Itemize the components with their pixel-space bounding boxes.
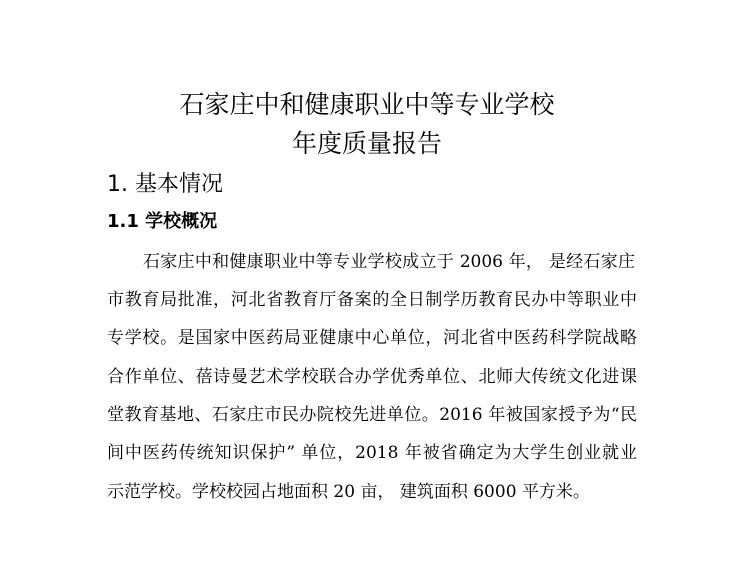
paragraph-line: 间中医药传统知识保护” 单位，2018 年被省确定为大学生创业就业 bbox=[107, 443, 637, 463]
paragraph-line: 堂教育基地、石家庄市民办院校先进单位。2016 年被国家授予为“民 bbox=[107, 405, 637, 425]
paragraph-line: 示范学校。学校校园占地面积 20 亩， 建筑面积 6000 平方米。 bbox=[107, 482, 590, 502]
paragraph-line: 专学校。是国家中医药局亚健康中心单位，河北省中医药科学院战略 bbox=[107, 328, 637, 348]
subsection-heading: 1.1 学校概况 bbox=[107, 211, 218, 232]
document-title-line-1: 石家庄中和健康职业中等专业学校 bbox=[179, 90, 555, 119]
document-title-line-2: 年度质量报告 bbox=[291, 129, 442, 158]
paragraph-line: 合作单位、蓓诗曼艺术学校联合办学优秀单位、北师大传统文化进课 bbox=[107, 367, 637, 387]
section-heading: 1. 基本情况 bbox=[107, 172, 223, 197]
paragraph-line: 市教育局批准，河北省教育厅备案的全日制学历教育民办中等职业中 bbox=[107, 290, 637, 310]
paragraph-line: 石家庄中和健康职业中等专业学校成立于 2006 年， 是经石家庄 bbox=[143, 252, 635, 272]
